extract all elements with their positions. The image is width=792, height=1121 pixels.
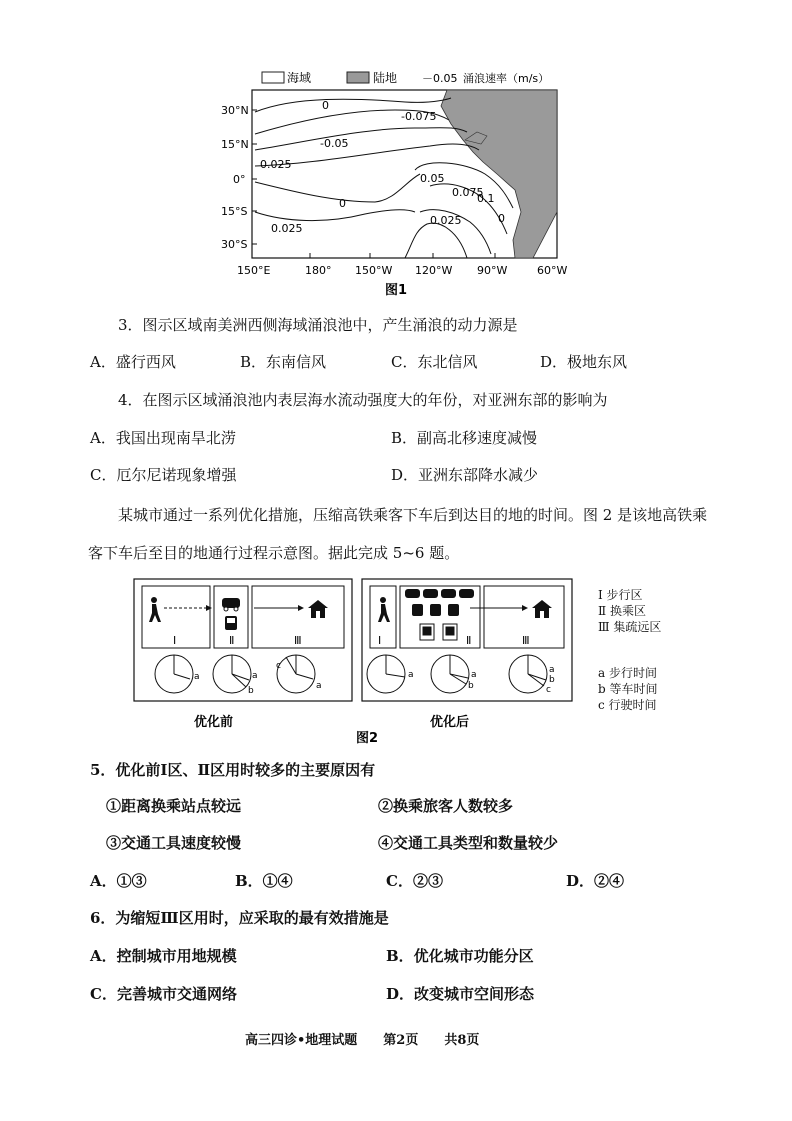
- q3-option-c[interactable]: C．东北信风: [391, 353, 478, 371]
- page-footer: 高三四诊•地理试题 第2页 共8页: [245, 1033, 480, 1048]
- travel-process-diagram: [130, 576, 670, 746]
- pie-label: b: [549, 675, 555, 685]
- intro-line-1: 某城市通过一系列优化措施，压缩高铁乘客下车后到达目的地的时间。图 2 是该地高铁乘: [118, 506, 708, 524]
- q5-option-d[interactable]: D．②④: [566, 872, 625, 890]
- contour-label: 0: [339, 197, 346, 210]
- q5-item-4: ④交通工具类型和数量较少: [378, 834, 559, 852]
- pie-charts-after: [367, 655, 547, 693]
- pie-label: a: [252, 671, 258, 681]
- caption-before: 优化前: [194, 715, 234, 730]
- lat-label: 30°S: [221, 238, 248, 251]
- lon-label: 150°E: [237, 264, 271, 277]
- contour-label: 0.075: [452, 186, 484, 199]
- zone-3-label: Ⅲ: [294, 634, 302, 647]
- legend-item: Ⅲ 集疏远区: [598, 620, 662, 634]
- q5-option-a[interactable]: A．①③: [90, 872, 147, 890]
- q6-option-a[interactable]: A．控制城市用地规模: [90, 947, 237, 965]
- longitude-labels: [237, 264, 567, 277]
- lon-label: 60°W: [537, 264, 568, 277]
- q5-item-3: ③交通工具速度较慢: [106, 834, 242, 852]
- bus-icon: [412, 604, 459, 616]
- lon-label: 180°: [305, 264, 332, 277]
- legend-land-swatch: [347, 72, 369, 83]
- legend-item: b 等车时间: [598, 682, 658, 696]
- figure-2: [130, 576, 670, 746]
- contour-label: 0: [322, 99, 329, 112]
- lat-label: 15°N: [221, 138, 249, 151]
- q6-stem: 6．为缩短Ⅲ区用时，应采取的最有效措施是: [90, 909, 389, 927]
- legend-land-label: 陆地: [373, 71, 398, 85]
- pie-label: c: [546, 685, 551, 695]
- legend-contour-sample: －0.05: [422, 72, 458, 85]
- legend-zones: [598, 587, 661, 635]
- lon-label: 150°W: [355, 264, 393, 277]
- latitude-labels: [221, 104, 249, 251]
- q3-option-b[interactable]: B．东南信风: [240, 353, 327, 371]
- pie-charts-before: [155, 655, 315, 693]
- q4-option-b[interactable]: B．副高北移速度减慢: [391, 429, 538, 447]
- contour-map: [215, 62, 585, 302]
- caption-after: 优化后: [430, 715, 470, 730]
- zone-2-label: Ⅱ: [466, 634, 472, 647]
- q6-option-c[interactable]: C．完善城市交通网络: [90, 985, 237, 1003]
- pie-label: b: [248, 686, 254, 696]
- contour-label: 0.025: [271, 222, 303, 235]
- pie-label: a: [471, 670, 477, 680]
- zone-1-label: Ⅰ: [378, 634, 382, 647]
- figure-1-caption: 图1: [385, 283, 408, 298]
- q3-stem: 3．图示区域南美洲西侧海域涌浪池中，产生涌浪的动力源是: [118, 316, 518, 334]
- legend-contour-label: 涌浪速率（m/s）: [463, 72, 550, 85]
- legend-item: Ⅱ 换乘区: [598, 604, 646, 618]
- contour-label: 0.025: [430, 214, 462, 227]
- q3-option-d[interactable]: D．极地东风: [540, 353, 628, 371]
- lat-label: 15°S: [221, 205, 248, 218]
- q4-option-c[interactable]: C．厄尔尼诺现象增强: [90, 466, 237, 484]
- contour-label: 0.05: [420, 172, 445, 185]
- contour-label: -0.05: [320, 137, 349, 150]
- q4-option-d[interactable]: D．亚洲东部降水减少: [391, 466, 539, 484]
- zone-2-label: Ⅱ: [229, 634, 235, 647]
- lon-label: 90°W: [477, 264, 508, 277]
- q6-option-d[interactable]: D．改变城市空间形态: [386, 985, 535, 1003]
- intro-line-2: 客下车后至目的地通行过程示意图。据此完成 5~6 题。: [88, 544, 460, 562]
- pie-label: a: [408, 670, 414, 680]
- lon-label: 120°W: [415, 264, 453, 277]
- q5-stem: 5．优化前Ⅰ区、Ⅱ区用时较多的主要原因有: [90, 761, 376, 779]
- legend-item: a 步行时间: [598, 666, 657, 680]
- q4-option-a[interactable]: A．我国出现南旱北涝: [90, 429, 236, 447]
- legend-item: c 行驶时间: [598, 698, 657, 712]
- figure-2-caption: 图2: [356, 731, 379, 746]
- q5-option-b[interactable]: B．①④: [235, 872, 293, 890]
- pie-label: b: [468, 681, 474, 691]
- zone-1-label: Ⅰ: [173, 634, 177, 647]
- pie-label: a: [316, 681, 322, 691]
- q3-option-a[interactable]: A．盛行西风: [90, 353, 176, 371]
- legend-sea-swatch: [262, 72, 284, 83]
- lat-label: 30°N: [221, 104, 249, 117]
- pie-label: c: [276, 661, 281, 671]
- contour-label: 0.1: [477, 192, 495, 205]
- legend-times: [598, 665, 658, 713]
- q5-option-c[interactable]: C．②③: [386, 872, 443, 890]
- q5-item-1: ①距离换乘站点较远: [106, 797, 242, 815]
- q6-option-b[interactable]: B．优化城市功能分区: [386, 947, 534, 965]
- pie-label: a: [194, 672, 200, 682]
- legend-item: Ⅰ 步行区: [598, 588, 643, 602]
- q4-stem: 4．在图示区域涌浪池内表层海水流动强度大的年份，对亚洲东部的影响为: [118, 391, 608, 409]
- lat-label: 0°: [233, 173, 246, 186]
- contour-label: 0.025: [260, 158, 292, 171]
- figure-1: [215, 62, 585, 302]
- bus-icon: [225, 616, 237, 630]
- pie-label: a: [549, 665, 555, 675]
- contour-label: 0: [498, 212, 505, 225]
- q5-item-2: ②换乘旅客人数较多: [378, 797, 514, 815]
- contour-label: -0.075: [401, 110, 437, 123]
- zone-3-label: Ⅲ: [522, 634, 530, 647]
- legend-sea-label: 海域: [287, 71, 312, 85]
